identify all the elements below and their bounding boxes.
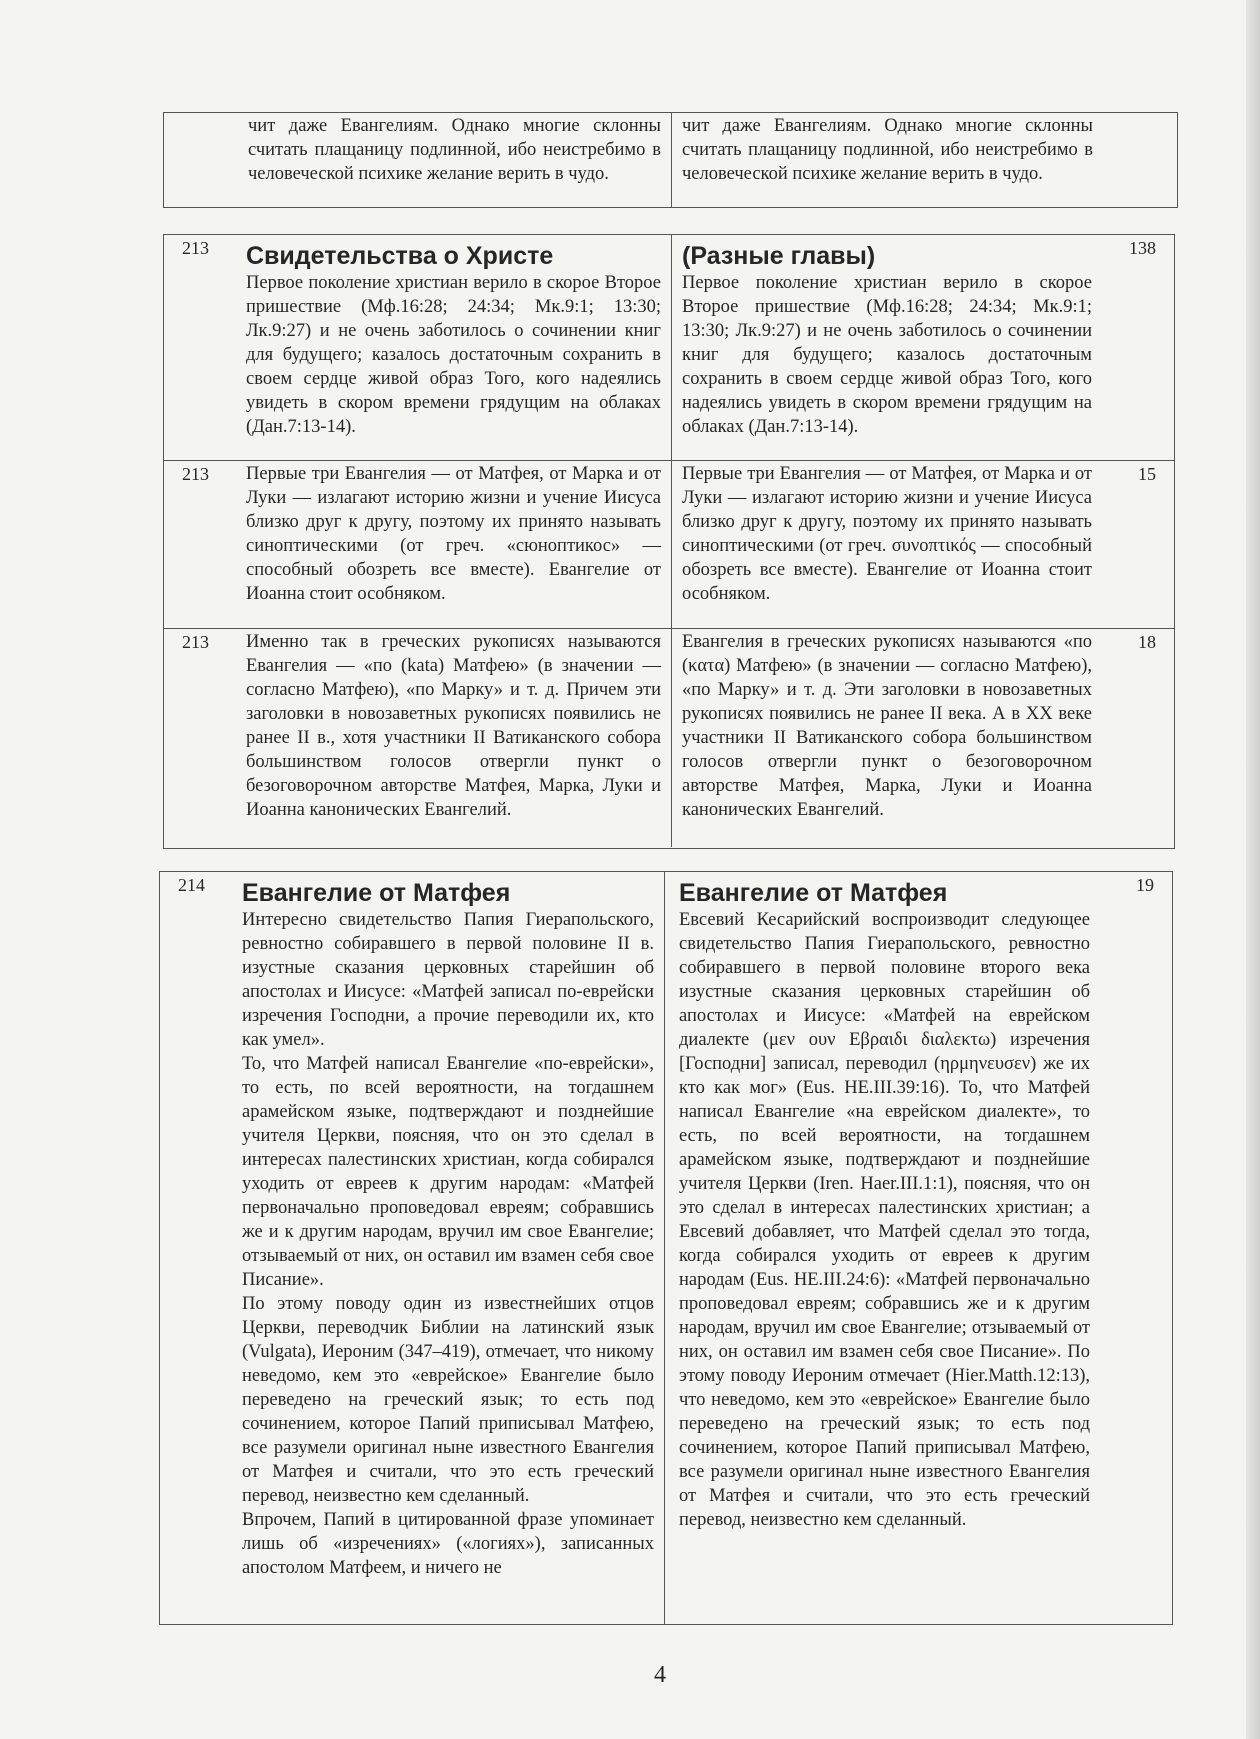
table3-right-text: Евсевий Кесарийский воспроизводит следующее свидетельство Папия Гиерапольского, ревностно собиравшего в первой половине второго века изустные сказания церковных старейшин об апостолах и Иисусе: «Матфей на еврейском диалекте (μεν ουν Εβραιδι διαλεκτω) изречения [Господни] записал, переводил (ηρμηνευσεν) же их кто как мог» (Eus. HE.III.39:16). То, что Матфей написал Евангелие «на еврейском диалекте», то есть, по всей вероятности, на тогдашнем арамейском языке, подтверждают и позднейшие учителя Церкви (Iren. Haer.III.1:1), поясняя, что он это сделал в интересах палестинских христиан; а Евсевий добавляет, что Матфей сделал это тогда, когда собирался уходить от евреев к другим народам (Eus. HE.III.24:6): «Матфей первоначально проповедовал евреям; собравшись же и к другим народам, вручил им свое Евангелие; отзываемый от них, он оставил им взамен себя свое Писание». По этому поводу Иероним отмечает (Hier.Matth.12:13), что неведомо, кем это «еврейское» Евангелие было переведено на греческий язык; то есть под сочинением, которое Папий приписывал Матфею, все разумели оригинал ныне известного Евангелия от Матфея и считали, что это есть греческий перевод, неизвестно кем сделанный.: [679, 910, 1090, 1530]
table-row: [164, 460, 1174, 628]
table2-row1-left-cell: [164, 235, 672, 460]
table2-row2-right-cell: [672, 461, 1174, 628]
source-page-number: 214: [178, 875, 205, 895]
target-page-number: 15: [1138, 464, 1156, 484]
paragraph: Интересно свидетельство Папия Гиерапольского, ревностно собиравшего в первой половине II в. изустные сказания церковных старейшин об апостолах и Иисусе: «Матфей записал по-еврейски изречения Господни, а прочие переводили их, кто как умел».: [242, 910, 654, 1050]
table2-row3-left-text: Именно так в греческих рукописях называются Евангелия — «по (kata) Матфею» (в значении — согласно Матфею), «по Марку» и т. д. Причем эти заголовки в новозаветных рукописях появились не ранее II в., хотя участники II Ватиканского собора большинством голосов отвергли пункт о безоговорочном авторстве Матфея, Марка, Луки и Иоанна канонических Евангелий.: [246, 632, 661, 820]
table2-row1-right-text: Первое поколение христиан верило в скорое Второе пришествие (Мф.16:28; 24:34; Мк.9:1; 13:30; Лк.9:27) и не очень заботилось о сочинении книг для будущего; казалось достаточным сохранить в своем сердце живой образ Того, кого надеялись увидеть в скором времени грядущим на облаках (Дан.7:13-14).: [682, 273, 1092, 437]
page-number: 4: [654, 1662, 666, 1688]
table1-right-cell: [672, 113, 1177, 207]
table2-row1-right-cell: [672, 235, 1174, 460]
target-page-number: 18: [1138, 632, 1156, 652]
page-edge-shadow: [1246, 0, 1260, 1739]
table-row: [160, 872, 1172, 1624]
table1-left-text: чит даже Евангелиям. Однако многие склонны считать плащаницу подлинной, ибо неистребимо в человеческой психике желание верить в чудо.: [248, 116, 661, 184]
paragraph: Впрочем, Папий в цитированной фразе упоминает лишь об «изречениях» («логиях»), записанных апостолом Матфеем, и ничего не: [242, 1510, 654, 1578]
section-heading: Евангелие от Матфея: [679, 879, 948, 907]
table3-right-cell: [665, 872, 1172, 1624]
source-page-number: 213: [182, 238, 209, 258]
comparison-table-3: [159, 871, 1173, 1625]
target-page-number: 138: [1129, 238, 1156, 258]
table2-row2-right-text: Первые три Евангелия — от Матфея, от Марка и от Луки — излагают историю жизни и учение Иисуса близко друг к другу, поэтому их принято называть синоптическими (от греч. συνοπτικός — способный обозреть все вместе). Евангелие от Иоанна стоит особняком.: [682, 464, 1092, 604]
comparison-table-1: [163, 112, 1178, 208]
table2-row2-left-cell: [164, 461, 672, 628]
table3-left-text: [242, 908, 654, 1580]
target-page-number: 19: [1136, 875, 1154, 895]
table2-row3-right-text: Евангелия в греческих рукописях называются «по (κατα) Матфею» (в значении — согласно Матфею), «по Марку» и т. д. Эти заголовки в новозаветных рукописях появились не ранее II века. А в XX веке участники II Ватиканского собора большинством голосов отвергли пункт о безоговорочном авторстве Матфея, Марка, Луки и Иоанна канонических Евангелий.: [682, 632, 1092, 820]
table2-row3-right-cell: [672, 629, 1174, 847]
table3-left-cell: [160, 872, 665, 1624]
source-page-number: 213: [182, 464, 209, 484]
section-heading: Евангелие от Матфея: [242, 879, 511, 907]
table-row: [164, 628, 1174, 847]
section-heading: Свидетельства о Христе: [246, 242, 554, 270]
table2-row2-left-text: Первые три Евангелия — от Матфея, от Марка и от Луки — излагают историю жизни и учение Иисуса близко друг к другу, поэтому их принято называть синоптическими (от греч. «сюноптикос» — способный обозреть все вместе). Евангелие от Иоанна стоит особняком.: [246, 464, 661, 604]
paragraph: То, что Матфей написал Евангелие «по-еврейски», то есть, по всей вероятности, на тогдашнем арамейском языке, подтверждают и позднейшие учителя Церкви, поясняя, что он это сделал в интересах палестинских христиан, когда собирался уходить от евреев к другим народам: «Матфей первоначально проповедовал евреям; собравшись же и к другим народам, вручил им свое Евангелие; отзываемый от них, он оставил им взамен себя свое Писание».: [242, 1054, 654, 1290]
comparison-table-2: [163, 234, 1175, 849]
table1-left-cell: [164, 113, 672, 207]
table-row: [164, 235, 1174, 460]
section-heading: (Разные главы): [682, 242, 876, 270]
paragraph: По этому поводу один из известнейших отцов Церкви, переводчик Библии на латинский язык (Vulgata), Иероним (347–419), отмечает, что никому неведомо, кем это «еврейское» Евангелие было переведено на греческий язык; то есть под сочинением, которое Папий приписывал Матфею, все разумели оригинал ныне известного Евангелия от Матфея и считали, что это есть греческий перевод, неизвестно кем сделанный.: [242, 1294, 654, 1506]
table2-row3-left-cell: [164, 629, 672, 847]
table2-row1-left-text: Первое поколение христиан верило в скорое Второе пришествие (Мф.16:28; 24:34; Мк.9:1; 13:30; Лк.9:27) и не очень заботилось о сочинении книг для будущего; казалось достаточным сохранить в своем сердце живой образ Того, кого надеялись увидеть в скором времени грядущим на облаках (Дан.7:13-14).: [246, 273, 661, 437]
table1-right-text: чит даже Евангелиям. Однако многие склонны считать плащаницу подлинной, ибо неистребимо в человеческой психике желание верить в чудо.: [682, 116, 1093, 184]
source-page-number: 213: [182, 632, 209, 652]
